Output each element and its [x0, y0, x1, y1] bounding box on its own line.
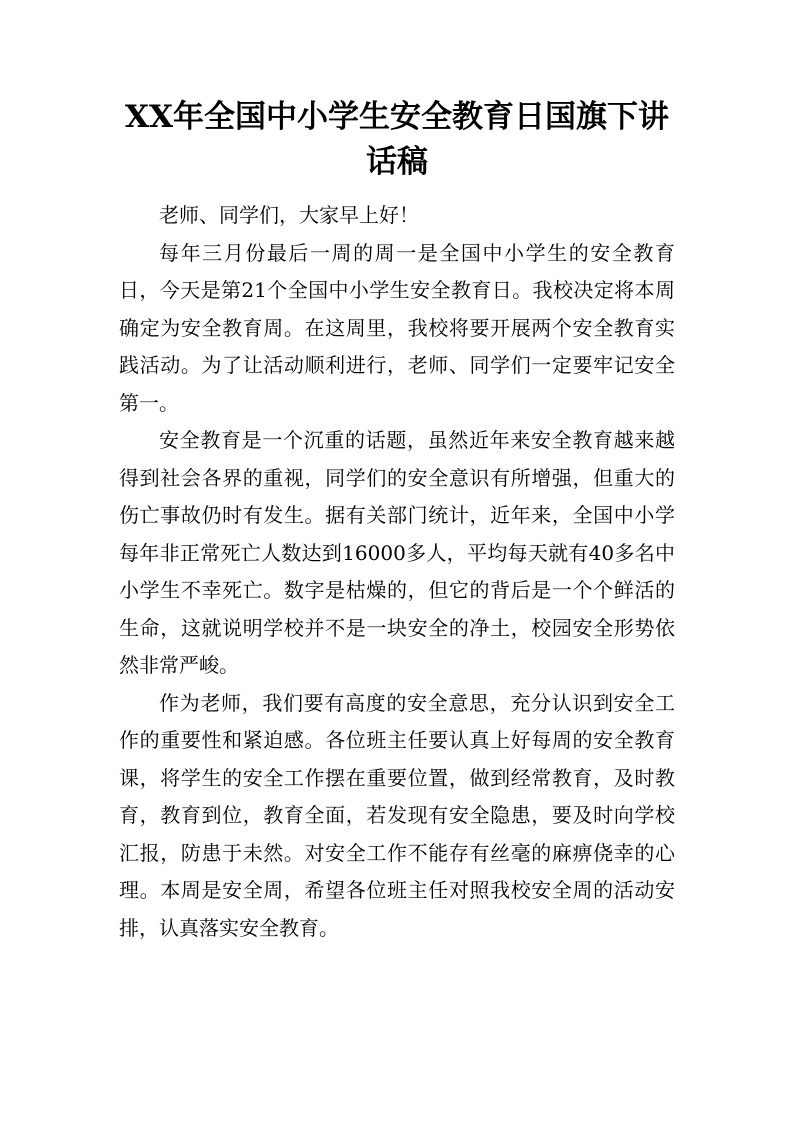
paragraph-safety-day: 每年三月份最后一周的周一是全国中小学生的安全教育日，今天是第21个全国中小学生安全教育日。我校决定将本周确定为安全教育周。在这周里，我校将要开展两个安全教育实践活动。为了让活动顺利进行，老师、同学们一定要牢记安全第一。 [119, 240, 675, 415]
paragraph-greeting: 老师、同学们，大家早上好！ [159, 203, 419, 227]
paragraph-teachers-duty: 作为老师，我们要有高度的安全意思，充分认识到安全工作的重要性和紧迫感。各位班主任要认真上好每周的安全教育课，将学生的安全工作摆在重要位置，做到经常教育，及时教育，教育到位，教育全面，若发现有安全隐患，要及时向学校汇报，防患于未然。对安全工作不能存有丝毫的麻痹侥幸的心理。本周是安全周，希望各位班主任对照我校安全周的活动安排，认真落实安全教育。 [119, 690, 675, 940]
document-body [119, 197, 675, 947]
paragraph-statistics: 安全教育是一个沉重的话题，虽然近年来安全教育越来越得到社会各界的重视，同学们的安全意识有所增强，但重大的伤亡事故仍时有发生。据有关部门统计，近年来，全国中小学每年非正常死亡人数达到16000多人，平均每天就有40多名中小学生不幸死亡。数字是枯燥的，但它的背后是一个个鲜活的生命，这就说明学校并不是一块安全的净土，校园安全形势依然非常严峻。 [119, 428, 675, 677]
document-title: XX年全国中小学生安全教育日国旗下讲话稿 [124, 99, 670, 180]
